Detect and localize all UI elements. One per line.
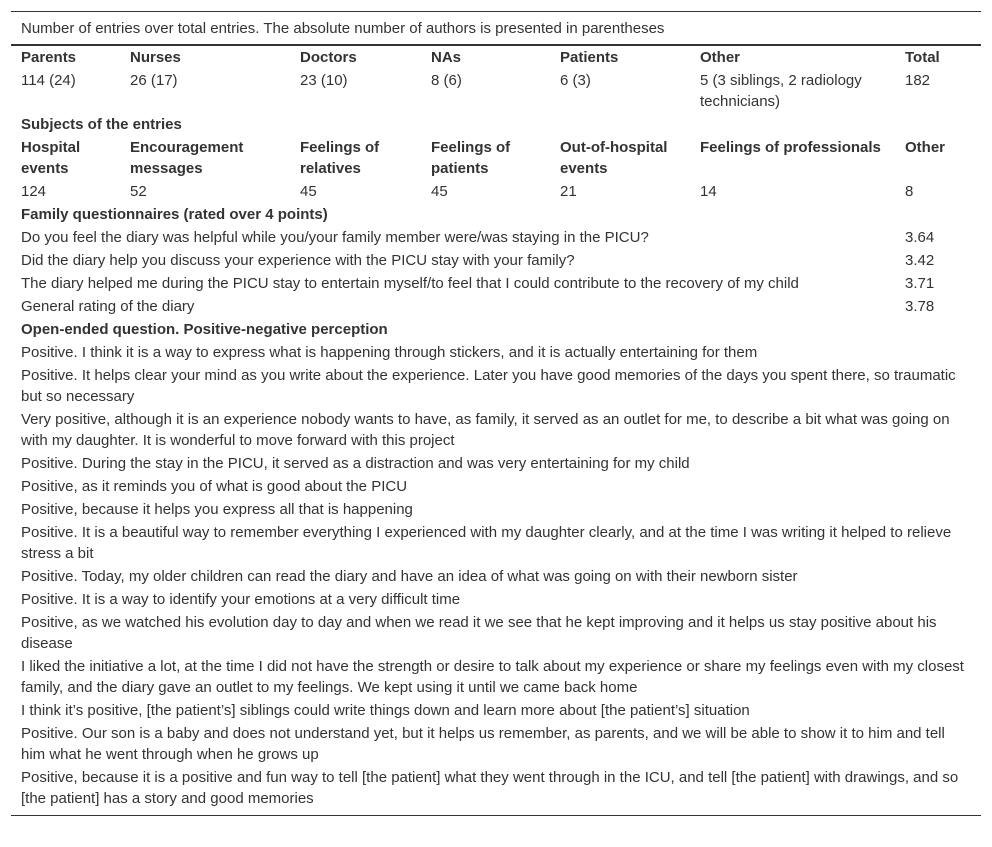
column-header: NAs	[431, 49, 462, 66]
table-cell: 5 (3 siblings, 2 radiology technicians)	[700, 72, 862, 110]
column-header: Feelings of professionals	[700, 139, 881, 156]
questionnaire-row	[11, 226, 981, 249]
response-row	[11, 766, 981, 816]
question-text: General rating of the diary	[21, 298, 195, 315]
column-header: Patients	[560, 49, 619, 66]
column-header: Feelings of relatives	[300, 139, 380, 177]
response-text: Positive, as we watched his evolution day to day and when we read it we see that he kept improving and it helps us stay positive about his disease	[21, 614, 937, 652]
question-text: Do you feel the diary was helpful while you/your family member were/was staying in the PICU?	[21, 229, 649, 246]
table-cell: 8 (6)	[431, 72, 462, 89]
response-text: I liked the initiative a lot, at the time I did not have the strength or desire to talk about my experience or share my feelings even with my closest family, and the diary gave an outlet to my feelings. We kept using it until we came back home	[21, 658, 964, 696]
table-cell: 8	[905, 183, 914, 200]
response-row	[11, 521, 981, 565]
question-score: 3.42	[905, 252, 935, 269]
response-text: Positive. Our son is a baby and does not understand yet, but it helps us remember, as parents, and we will be able to show it to him and tell him what he went through when he grows up	[21, 725, 945, 763]
response-text: Positive. It helps clear your mind as you write about the experience. Later you have good memories of the days you spent there, so traumatic but so necessary	[21, 367, 956, 405]
column-header: Out-of-hospital events	[560, 139, 668, 177]
response-text: Very positive, although it is an experience nobody wants to have, as family, it served as an outlet for me, to describe a bit what was going on with my daughter. It is wonderful to move forward with this project	[21, 411, 950, 449]
column-header: Nurses	[130, 49, 181, 66]
question-text: Did the diary help you discuss your experience with the PICU stay with your family?	[21, 252, 575, 269]
authors-header-row	[11, 45, 981, 69]
response-row	[11, 364, 981, 408]
column-header: Hospital events	[21, 139, 81, 177]
table-cell: 52	[130, 183, 147, 200]
section-title-questionnaire: Family questionnaires (rated over 4 points)	[21, 206, 328, 223]
response-text: I think it’s positive, [the patient’s] siblings could write things down and learn more about [the patient’s] situation	[21, 702, 750, 719]
response-row	[11, 611, 981, 655]
column-header: Encouragement messages	[130, 139, 244, 177]
authors-values-row	[11, 69, 981, 113]
table-caption: Number of entries over total entries. The absolute number of authors is presented in parentheses	[11, 12, 981, 46]
section-title-open-ended: Open-ended question. Positive-negative perception	[21, 321, 388, 338]
data-table-container	[11, 11, 981, 816]
response-text: Positive, as it reminds you of what is good about the PICU	[21, 478, 408, 495]
response-row	[11, 588, 981, 611]
table-cell: 45	[300, 183, 317, 200]
table-cell: 114 (24)	[21, 72, 76, 89]
response-text: Positive. Today, my older children can read the diary and have an idea of what was going on with their newborn sister	[21, 568, 798, 585]
response-row	[11, 655, 981, 699]
questionnaire-row	[11, 272, 981, 295]
section-title-row	[11, 318, 981, 341]
column-header: Doctors	[300, 49, 357, 66]
section-title-row	[11, 113, 981, 136]
response-row	[11, 341, 981, 364]
table-cell: 26 (17)	[130, 72, 178, 89]
table-cell: 182	[905, 72, 931, 89]
questionnaire-row	[11, 249, 981, 272]
question-text: The diary helped me during the PICU stay to entertain myself/to feel that I could contribute to the recovery of my child	[21, 275, 799, 292]
column-header: Total	[905, 49, 940, 66]
section-title-subjects: Subjects of the entries	[21, 116, 182, 133]
column-header: Other	[700, 49, 741, 66]
response-text: Positive. During the stay in the PICU, it served as a distraction and was very entertaining for my child	[21, 455, 690, 472]
question-score: 3.71	[905, 275, 935, 292]
column-header: Other	[905, 139, 946, 156]
table-cell: 23 (10)	[300, 72, 348, 89]
column-header: Feelings of patients	[431, 139, 511, 177]
response-text: Positive. I think it is a way to express what is happening through stickers, and it is actually entertaining for them	[21, 344, 758, 361]
column-header: Parents	[21, 49, 77, 66]
table-caption-row	[11, 12, 981, 46]
question-score: 3.78	[905, 298, 935, 315]
response-row	[11, 475, 981, 498]
response-row	[11, 498, 981, 521]
response-row	[11, 699, 981, 722]
data-table	[11, 11, 981, 816]
question-score: 3.64	[905, 229, 935, 246]
section-title-row	[11, 203, 981, 226]
response-text: Positive. It is a beautiful way to remember everything I experienced with my daughter clearly, and at the time I was writing it helped to relieve stress a bit	[21, 524, 952, 562]
response-row	[11, 565, 981, 588]
response-row	[11, 722, 981, 766]
table-cell: 21	[560, 183, 577, 200]
table-cell: 124	[21, 183, 47, 200]
subjects-header-row	[11, 136, 981, 180]
response-text: Positive. It is a way to identify your emotions at a very difficult time	[21, 591, 461, 608]
response-row	[11, 452, 981, 475]
response-text: Positive, because it is a positive and fun way to tell [the patient] what they went through in the ICU, and tell [the patient] with drawings, and so [the patient] has a story and good memories	[11, 766, 981, 816]
table-cell: 14	[700, 183, 717, 200]
response-text: Positive, because it helps you express all that is happening	[21, 501, 413, 518]
subjects-values-row	[11, 180, 981, 203]
table-cell: 6 (3)	[560, 72, 591, 89]
table-cell: 45	[431, 183, 448, 200]
questionnaire-row	[11, 295, 981, 318]
response-row	[11, 408, 981, 452]
